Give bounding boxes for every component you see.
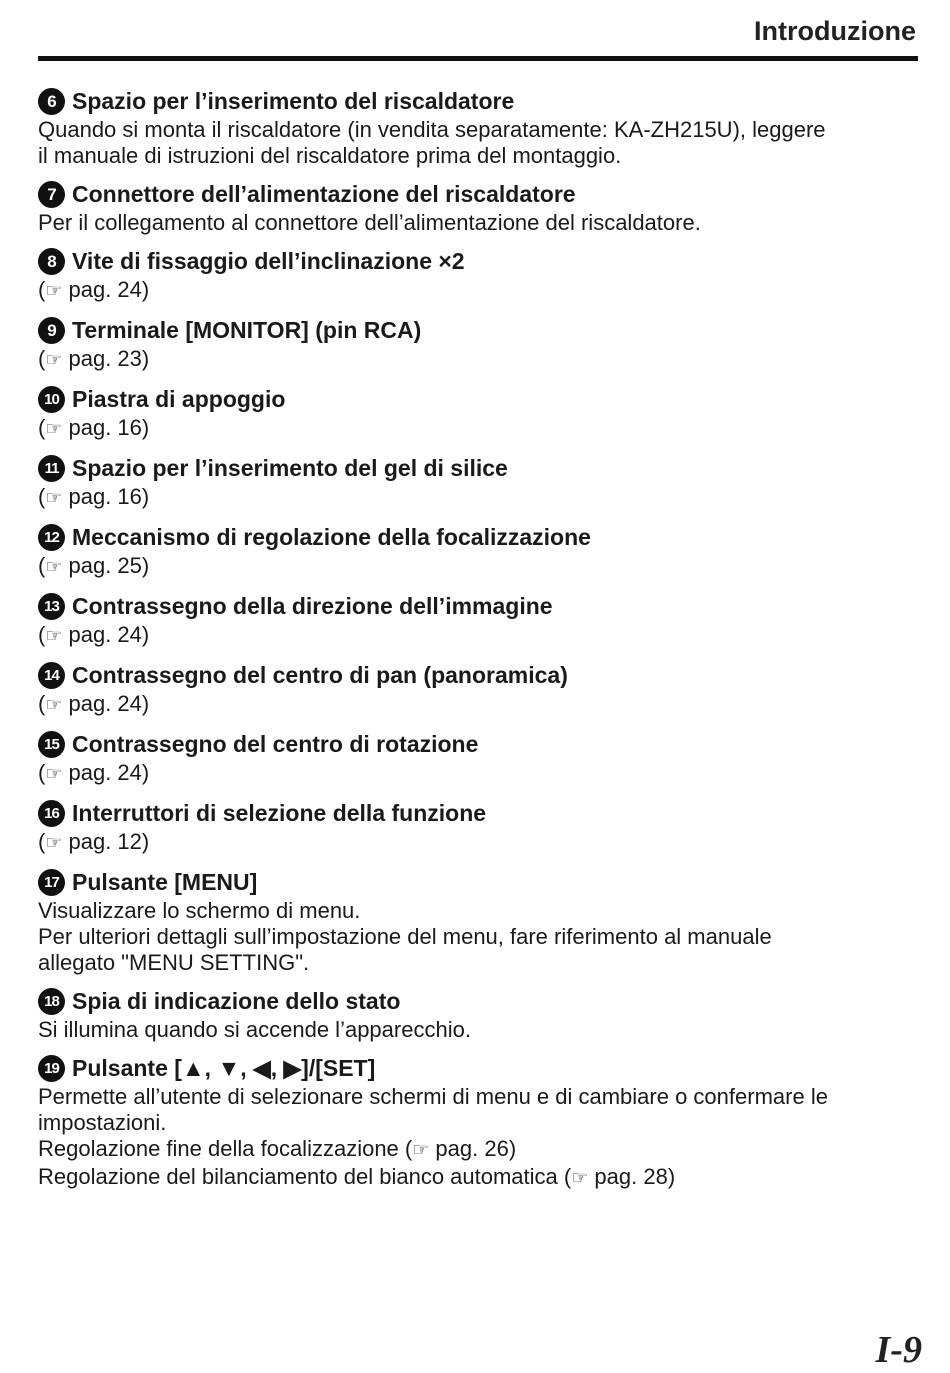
document-content	[38, 86, 918, 1202]
entry-title-text: Spazio per l’inserimento del riscaldatore	[72, 88, 515, 114]
entry-15	[38, 729, 918, 788]
entry-9	[38, 315, 918, 374]
entry-description: Permette all’utente di selezionare schermi di menu e di cambiare o confermare le	[38, 1084, 828, 1109]
entry-title	[38, 453, 918, 484]
entry-11	[38, 453, 918, 512]
entry-title-text: Terminale [MONITOR] (pin RCA)	[72, 317, 422, 343]
entry-description: Quando si monta il riscaldatore (in vendita separatamente: KA-ZH215U), leggere	[38, 117, 826, 142]
entry-description: Per il collegamento al connettore dell’alimentazione del riscaldatore.	[38, 210, 701, 235]
number-badge-icon: 9	[38, 317, 65, 344]
entry-title-text: Contrassegno del centro di pan (panoramica)	[72, 662, 568, 688]
entry-description: il manuale di istruzioni del riscaldatore prima del montaggio.	[38, 143, 622, 168]
entry-title	[38, 384, 918, 415]
section-title: Introduzione	[754, 16, 916, 46]
entry-description: Si illumina quando si accende l’apparecchio.	[38, 1017, 471, 1042]
entry-page-reference: (☞ pag. 25)	[38, 553, 150, 578]
entry-19	[38, 1053, 918, 1192]
page-reference: pag. 25	[68, 553, 142, 578]
number-badge-icon: 16	[38, 800, 65, 827]
page-reference: pag. 12	[68, 829, 142, 854]
entry-7	[38, 179, 918, 236]
entry-title	[38, 1053, 918, 1084]
entry-title-text: Contrassegno del centro di rotazione	[72, 731, 479, 757]
pointing-hand-icon: ☞	[45, 833, 63, 854]
ref-prefix: Regolazione del bilanciamento del bianco automatica (	[38, 1164, 572, 1189]
entry-title-text: Connettore dell’alimentazione del riscaldatore	[72, 181, 576, 207]
entry-title	[38, 522, 918, 553]
number-badge-icon: 14	[38, 662, 65, 689]
page-reference: pag. 24	[68, 622, 142, 647]
entry-18	[38, 986, 918, 1043]
entry-title-text: Spia di indicazione dello stato	[72, 988, 401, 1014]
entry-title-text: Interruttori di selezione della funzione	[72, 800, 487, 826]
entry-description: impostazioni.	[38, 1110, 167, 1135]
page-reference: pag. 16	[68, 415, 142, 440]
entry-page-reference: (☞ pag. 16)	[38, 415, 150, 440]
page-reference: pag. 24	[68, 760, 142, 785]
entry-title-text: Meccanismo di regolazione della focalizzazione	[72, 524, 591, 550]
entry-10	[38, 384, 918, 443]
entry-description: Visualizzare lo schermo di menu.	[38, 898, 361, 923]
pointing-hand-icon: ☞	[571, 1168, 589, 1189]
entry-title-text: Contrassegno della direzione dell’immagine	[72, 593, 553, 619]
entry-page-reference: (☞ pag. 12)	[38, 829, 150, 854]
pointing-hand-icon: ☞	[45, 695, 63, 716]
number-badge-icon: 11	[38, 455, 65, 482]
entry-title-text: Piastra di appoggio	[72, 386, 286, 412]
pointing-hand-icon: ☞	[45, 350, 63, 371]
pointing-hand-icon: ☞	[45, 488, 63, 509]
entry-page-reference: (☞ pag. 24)	[38, 691, 150, 716]
entry-page-reference: (☞ pag. 24)	[38, 622, 150, 647]
page-header	[38, 12, 918, 61]
entry-description: Per ulteriori dettagli sull’impostazione del menu, fare riferimento al manuale	[38, 924, 772, 949]
page-reference: pag. 28	[594, 1164, 668, 1189]
number-badge-icon: 19	[38, 1055, 65, 1082]
entry-8	[38, 246, 918, 305]
pointing-hand-icon: ☞	[45, 764, 63, 785]
number-badge-icon: 7	[38, 181, 65, 208]
entry-title	[38, 867, 918, 898]
entry-16	[38, 798, 918, 857]
entry-page-reference: (☞ pag. 23)	[38, 346, 150, 371]
entry-title	[38, 179, 918, 210]
entry-17	[38, 867, 918, 976]
pointing-hand-icon: ☞	[45, 281, 63, 302]
number-badge-icon: 17	[38, 869, 65, 896]
number-badge-icon: 15	[38, 731, 65, 758]
entry-title	[38, 86, 918, 117]
entry-page-reference: (☞ pag. 24)	[38, 277, 150, 302]
page-reference: pag. 23	[68, 346, 142, 371]
entry-title	[38, 798, 918, 829]
entry-title-text: Vite di fissaggio dell’inclinazione ×2	[72, 248, 465, 274]
number-badge-icon: 18	[38, 988, 65, 1015]
entry-page-reference: (☞ pag. 24)	[38, 760, 150, 785]
pointing-hand-icon: ☞	[412, 1140, 430, 1161]
entry-title	[38, 315, 918, 346]
entry-14	[38, 660, 918, 719]
page-reference: pag. 24	[68, 277, 142, 302]
entry-page-reference: (☞ pag. 16)	[38, 484, 150, 509]
entry-description: allegato "MENU SETTING".	[38, 950, 310, 975]
entry-13	[38, 591, 918, 650]
number-badge-icon: 10	[38, 386, 65, 413]
pointing-hand-icon: ☞	[45, 626, 63, 647]
page-reference: pag. 16	[68, 484, 142, 509]
number-badge-icon: 8	[38, 248, 65, 275]
entry-6	[38, 86, 918, 169]
number-badge-icon: 6	[38, 88, 65, 115]
entry-12	[38, 522, 918, 581]
entry-title	[38, 729, 918, 760]
number-badge-icon: 13	[38, 593, 65, 620]
page-reference: pag. 24	[68, 691, 142, 716]
ref-prefix: Regolazione fine della focalizzazione (	[38, 1136, 413, 1161]
entry-title-text: Pulsante [▲, ▼, ◀, ▶]/[SET]	[72, 1055, 376, 1081]
entry-title-text: Spazio per l’inserimento del gel di silice	[72, 455, 508, 481]
entry-title	[38, 986, 918, 1017]
entry-title	[38, 660, 918, 691]
entry-title	[38, 591, 918, 622]
entry-description-with-reference: Regolazione del bilanciamento del bianco automatica (☞ pag. 28)	[38, 1164, 676, 1189]
pointing-hand-icon: ☞	[45, 419, 63, 440]
entry-title	[38, 246, 918, 277]
page-number: I-9	[875, 1329, 922, 1371]
pointing-hand-icon: ☞	[45, 557, 63, 578]
entry-title-text: Pulsante [MENU]	[72, 869, 258, 895]
entry-description-with-reference: Regolazione fine della focalizzazione (☞ pag. 26)	[38, 1136, 517, 1161]
number-badge-icon: 12	[38, 524, 65, 551]
page-reference: pag. 26	[435, 1136, 509, 1161]
